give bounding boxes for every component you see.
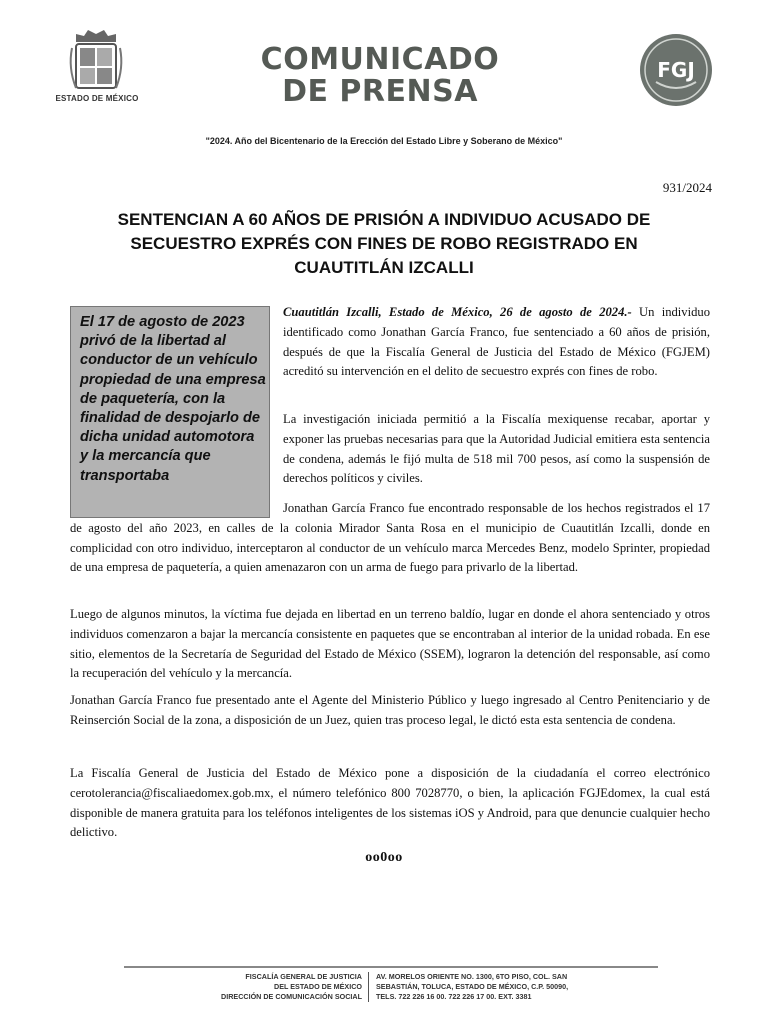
title-line-1: COMUNICADO [260, 42, 500, 77]
paragraph-3: Jonathan García Franco fue encontrado responsable de los hechos registrados el 17 de agosto del año 2023, en calles de la colonia Mirador Santa Rosa en el municipio de Cuautitlán Izcalli, donde en complicidad con otro individuo, interceptaron al conductor de un vehículo marca Mercedes Benz, modelo Sprinter, propiedad de una empresa de paquetería, a quien amenazaron con un arma de fuego para privarlo de la libertad. [70, 501, 710, 575]
footer-institution [150, 972, 362, 1002]
page-title [230, 44, 530, 108]
paragraph-4: Luego de algunos minutos, la víctima fue dejada en libertad en un terreno baldío, lugar en donde el ahora sentenciado y otros individuos comenzaron a bajar la mercancía consistente en paquetes que se encontraban al interior de la unidad robada. En ese sitio, elementos de la Secretaría de Seguridad del Estado de México (SSEM), lograron la detención del responsable, así como la recuperación del vehículo y la mercancía. [70, 607, 710, 681]
fgj-logo-text: FGJ [657, 58, 695, 82]
footer-address [376, 972, 616, 1002]
paragraph-2: La investigación iniciada permitió a la Fiscalía mexiquense recabar, aportar y exponer las pruebas necesarias para que la Autoridad Judicial emitiera esta sentencia de condena, además le fijó multa de 518 mil 700 pesos, así como la suspensión de derechos políticos y civiles. [283, 412, 710, 486]
footer-vertical-divider [368, 972, 369, 1002]
bulletin-number: 931/2024 [662, 180, 712, 195]
footer-divider-line [124, 966, 658, 968]
footer-left-line-3: DIRECCIÓN DE COMUNICACIÓN SOCIAL [221, 992, 362, 1001]
title-line-2: DE PRENSA [282, 74, 478, 109]
paragraph-1 [283, 303, 710, 382]
paragraph-6: La Fiscalía General de Justicia del Estado de México pone a disposición de la ciudadanía el correo electrónico cerotolerancia@fiscaliaedomex.gob.mx, el número telefónico 800 7028770, o bien, la aplicación FGJEdomex, la cual está disponible de manera gratuita para los teléfonos inteligentes de los sistemas iOS y Android, para que denuncie cualquier hecho delictivo. [70, 766, 710, 840]
fgj-seal-icon [638, 32, 714, 108]
footer-left-line-2: DEL ESTADO DE MÉXICO [274, 982, 362, 991]
motto: "2024. Año del Bicentenario de la Erección del Estado Libre y Soberano de México" [205, 136, 563, 146]
footer-left-line-1: FISCALÍA GENERAL DE JUSTICIA [245, 972, 362, 981]
footer-right-line-1: AV. MORELOS ORIENTE NO. 1300, 6TO PISO, COL. SAN [376, 972, 568, 981]
highlight-text: El 17 de agosto de 2023 privó de la libertad al conductor de un vehículo propiedad de una empresa de paquetería, con la finalidad de despojarlo de dicha unidad automotora y la mercancía que transportaba [80, 314, 266, 484]
paragraph-5: Jonathan García Franco fue presentado ante el Agente del Ministerio Público y luego ingresado al Centro Penitenciario y de Reinserción Social de la zona, a disposición de un Juez, quien tras proceso legal, le dictó esta esta sentencia de condena. [70, 693, 710, 727]
state-label: ESTADO DE MÉXICO [55, 94, 139, 103]
closing-mark: oo0oo [365, 850, 403, 865]
footer-right-line-3: TELS. 722 226 16 00. 722 226 17 00. EXT. 3381 [376, 992, 532, 1001]
paragraph-1-text: Un individuo identificado como Jonathan García Franco, fue sentenciado a 60 años de prisión, después de que la Fiscalía General de Justicia del Estado de México (FGJEM) acreditó su intervención en el delito de secuestro exprés con fines de robo. [283, 305, 710, 379]
dateline: Cuautitlán Izcalli, Estado de México, 26 de agosto de 2024.- [283, 305, 632, 319]
headline: SENTENCIAN A 60 AÑOS DE PRISIÓN A INDIVIDUO ACUSADO DE SECUESTRO EXPRÉS CON FINES DE ROBO REGISTRADO EN CUAUTITLÁN IZCALLI [117, 210, 651, 277]
footer-right-line-2: SEBASTIÁN, TOLUCA, ESTADO DE MÉXICO, C.P. 50090, [376, 982, 569, 991]
